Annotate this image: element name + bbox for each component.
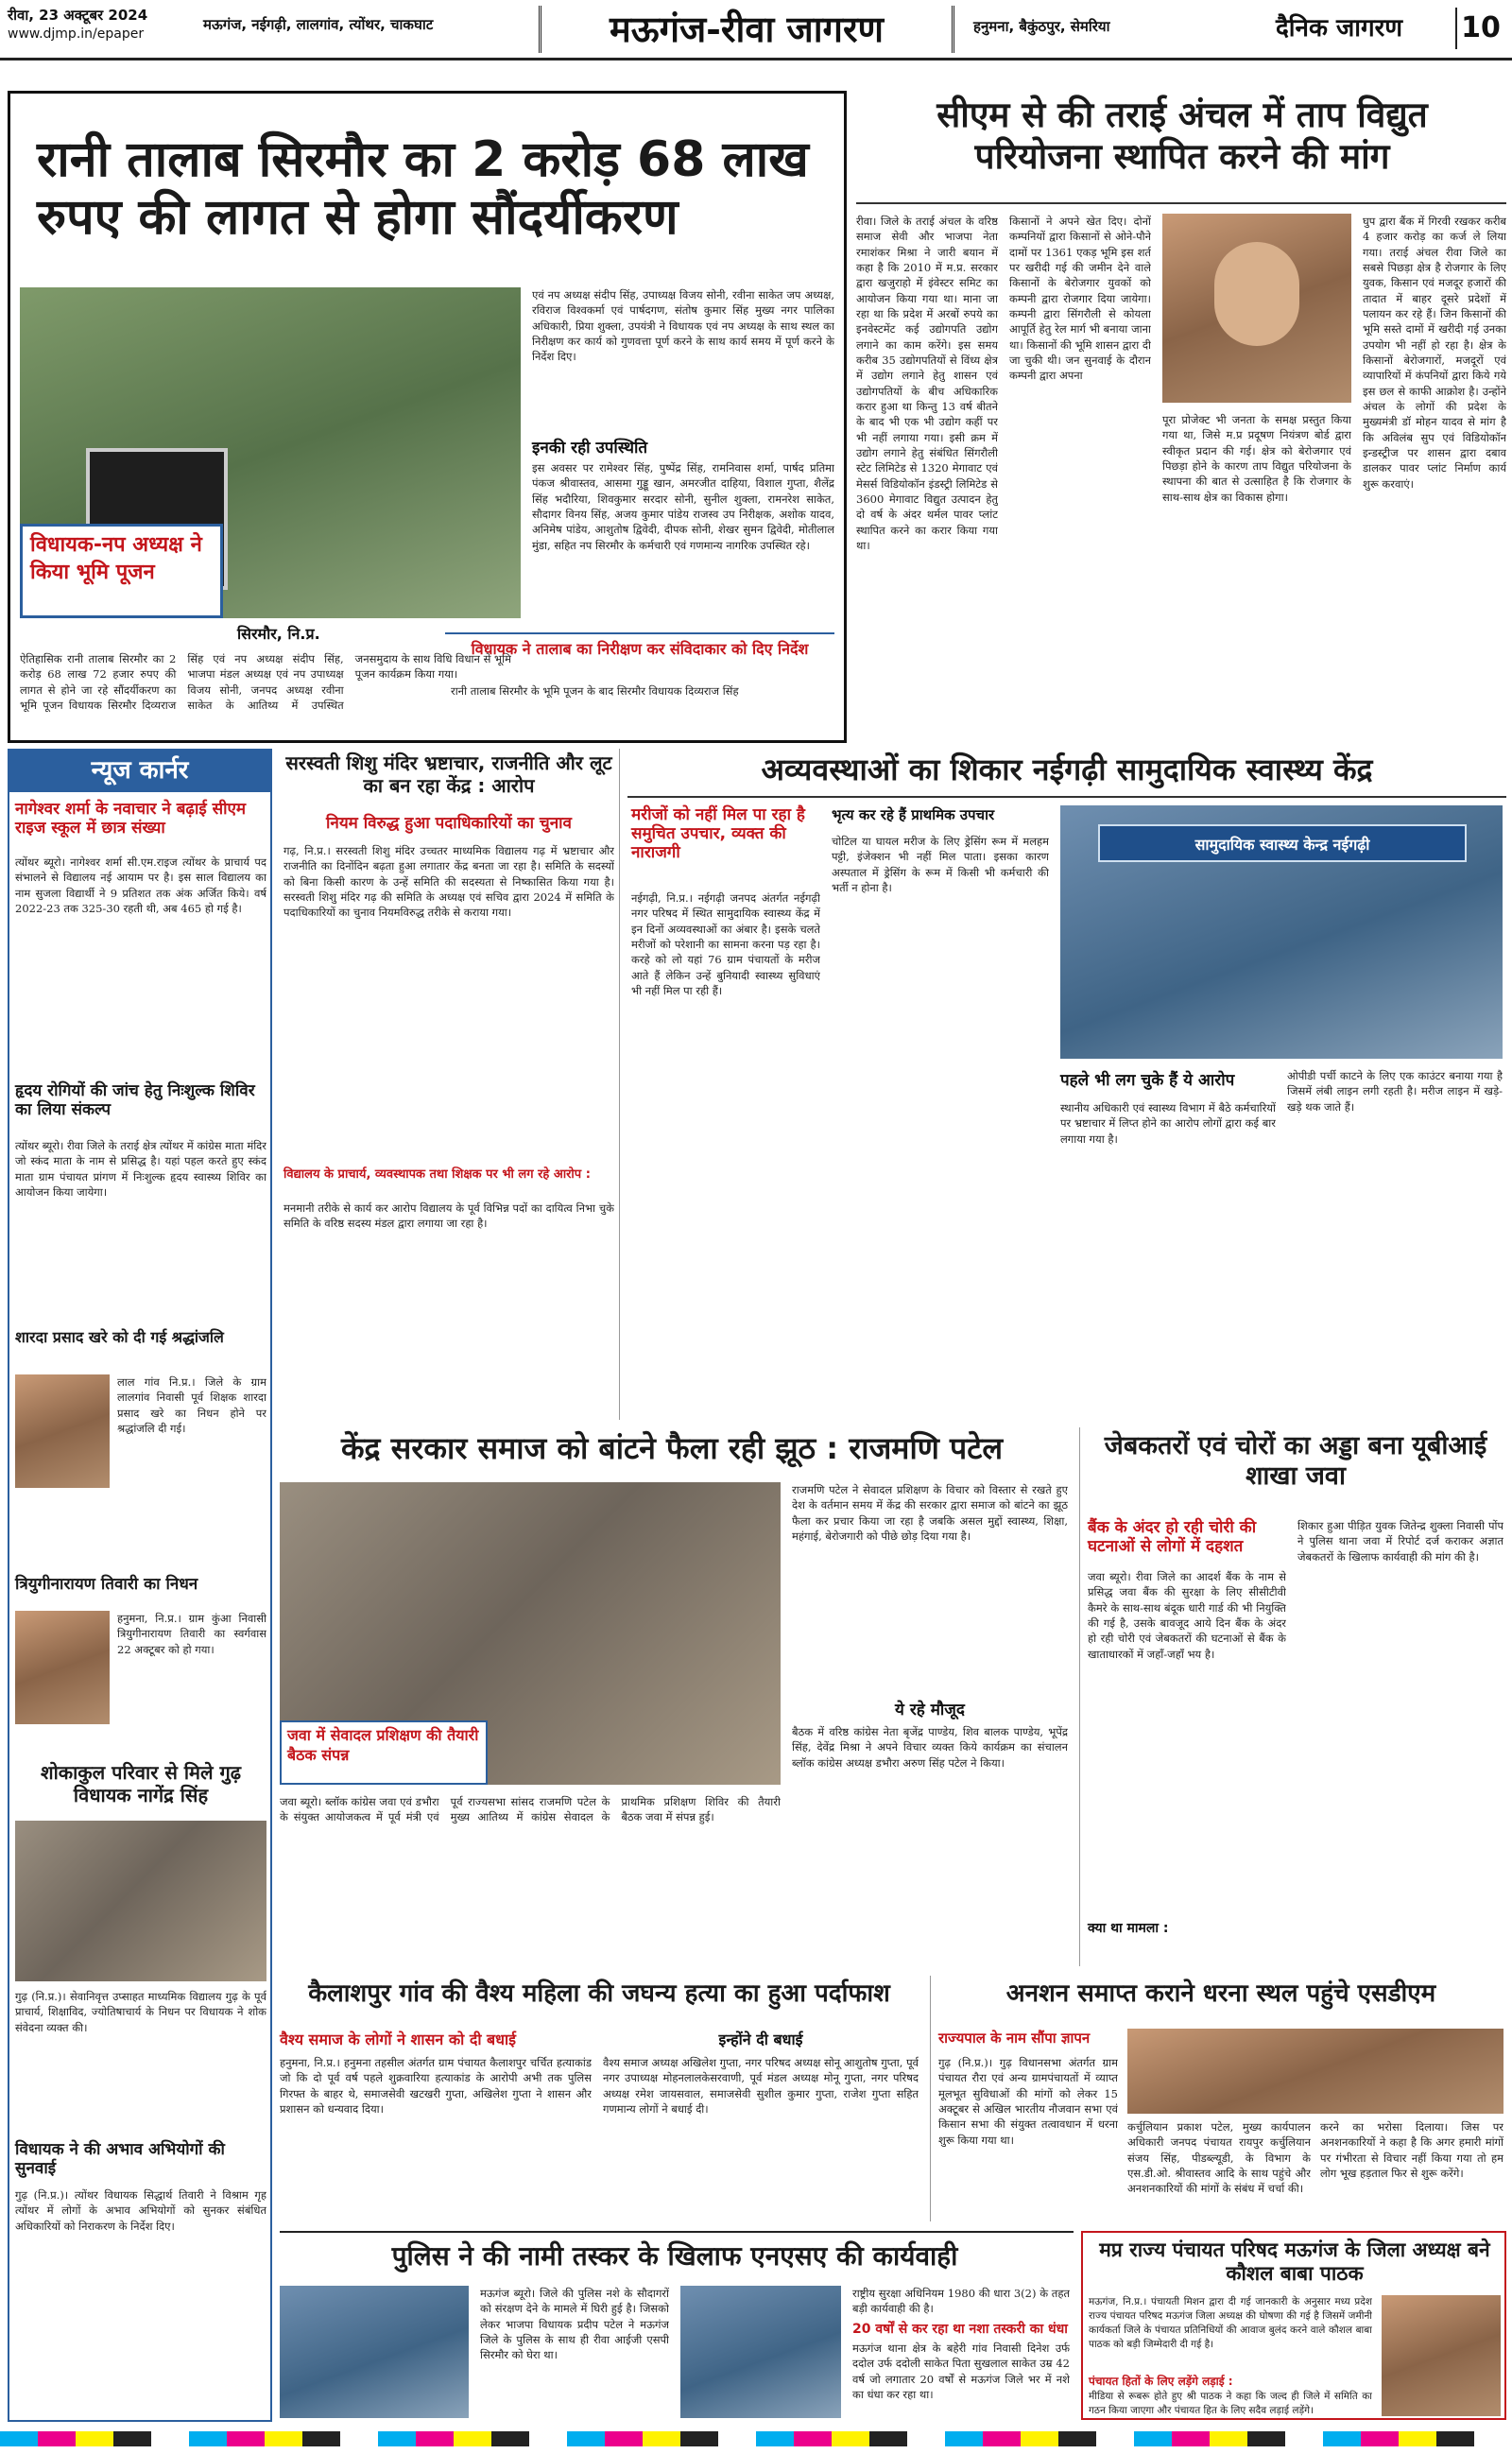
- thermal-col1: रीवा। जिले के तराई अंचल के वरिष्ठ समाज सेवी और भाजपा नेता रमाशंकर मिश्रा ने जारी बयान में कहा है कि 2010 में म.प्र. सरकार द्वारा खजुराहो में इंवेस्टर समिट का आयोजन किया गया था। माना जा रहा था कि प्रदेश में अरबों रुपये का इनवेस्टमेंट कई उद्योगपति उद्योग लगाने का काम करेंगे। इस समय करीब 35 उद्योगपतियों से विंध्य क्षेत्र में उद्योग लगाने हेतु शासन एवं उद्योगपतियों के बीच अधिकारिक करार हुआ था किन्तु 13 वर्ष बीतने के बाद भी एक भी उद्योग कहीं पर भी नहीं लगाया गया। इसी क्रम में उद्योग लगाने हेतु संबंधित सिंगरौली स्टेट लिमिटेड से 1320 मेगावाट एवं मेसर्स विडियोकॉन इंडस्ट्री लिमिटेड से 3600 मेगावाट विद्युत उत्पादन हेतु दो वर्ष के अंदर थर्मल पावर प्लांट स्थापित करने का करार किया गया था।: [856, 215, 998, 552]
- rajmani-text-2: राजमणि पटेल ने सेवादल प्रशिक्षण के विचार को विस्तार से रखते हुए देश के वर्तमान समय में केंद्र की सरकार द्वारा समाज को बांटने का झूठ फैला कर प्रचार किया जा रहा है जबकि असल मुद्दों स्वास्थ्य, शिक्षा, महंगाई, बेरोजगारी को पीछे छोड़ दिया गया है।: [792, 1483, 1068, 1543]
- chc-text-1: नईगढ़ी, नि.प्र.। नईगढ़ी जनपद अंतर्गत नईगढ़ी नगर परिषद में स्थित सामुदायिक स्वास्थ्य केंद्र में इन दिनों अव्यवस्थाओं का अंबार है। इसके चलते मरीजों को परेशानी का सामना करना पड़ रहा है। करहे को लो यहां 76 ग्राम पंचायतों के मरीज आते हैं लेकिन उन्हें बुनियादी स्वास्थ्य सुविधाएं भी नहीं मिल पा रही हैं।: [631, 891, 820, 997]
- nc-item-5-text: गुढ़ (नि.प्र.)। सेवानिवृत्त उप्साहत माध्यमिक विद्यालय गुढ़ के पूर्व प्राचार्य, शिक्षाविद, ज्योतिषाचार्य के निधन पर विधायक ने शोक संवेदना व्यक्त की।: [15, 1990, 266, 2034]
- nc-item-3-head: शारदा प्रसाद खरे को दी गई श्रद्धांजलि: [15, 1328, 224, 1346]
- news-corner-title: न्यूज कार्नर: [91, 756, 189, 785]
- rajmani-story: [280, 1427, 1072, 1966]
- chc-signboard: [1098, 824, 1467, 862]
- fast-headline: अनशन समाप्त कराने धरना स्थल पहुंचे एसडीएम: [1005, 1979, 1436, 2008]
- chc-building-photo: [1060, 805, 1503, 1059]
- police-officers-photo: [680, 2286, 841, 2418]
- fast-text-2: कर्चुलियान प्रकाश पटेल, मुख्य कार्यपालन अधिकारी जनपद पंचायत रायपुर कर्चुलियान संजय सिंह, पीडब्ल्यूडी, के विभाग के एस.डी.ओ. श्रीवास्तव आदि के साथ पहुंचे और अनशनकारियों की मांगों के संबंध में चर्चा की।: [1127, 2120, 1311, 2196]
- chc-story: [627, 749, 1506, 1420]
- nc-item-3-text: लाल गांव नि.प्र.। जिले के ग्राम लालगांव निवासी पूर्व शिक्षक शारदा प्रसाद खरे का निधन होने पर श्रद्धांजलि दी गई।: [117, 1375, 266, 1435]
- lead-box-text: रानी तालाब सिरमौर के भूमि पूजन के बाद सिरमौर विधायक दिव्यराज सिंह: [451, 684, 739, 698]
- nc-photo-group: [15, 1821, 266, 1981]
- website[interactable]: www.djmp.in/epaper: [8, 26, 145, 42]
- thermal-headline: सीएम से की तराई अंचल में ताप विद्युत परियोजना स्थापित करने की मांग: [936, 95, 1428, 177]
- kaushal-subhead: पंचायत हितों के लिए लड़ेंगे लड़ाई :: [1089, 2375, 1233, 2388]
- murder-text-2: वैश्य समाज अध्यक्ष अखिलेश गुप्ता, नगर परिषद अध्यक्ष सोनू आशुतोष गुप्ता, पूर्व नगर उपाध्यक्ष मोहनलालकेसरवाणी, पूर्व मंडल अध्यक्ष मोनू गुप्ता, नगर परिषद अध्यक्ष रमेश जायसवाल, समाजसेवी सुशील कुमार गुप्ता, राजेश गुप्ता सहित गणमान्य लोगों ने बधाई दी।: [603, 2056, 919, 2116]
- rajmani-caption-box: [280, 1720, 488, 1785]
- kaushal-text-2: मीडिया से रूबरू होते हुए श्री पाठक ने कहा कि जल्द ही जिले में समिति का गठन किया जाएगा और पंचायत हित के लिए सदैव लड़ाई लड़ेंगे।: [1089, 2391, 1372, 2416]
- page-number: 10: [1455, 8, 1504, 49]
- nc-item-1-text: त्योंथर ब्यूरो। नागेश्वर शर्मा सी.एम.राइज त्योंथर के प्राचार्य पद संभालने से विद्यालय नई आयाम पर है। इस साल विद्यालय का नाम सुजला विद्यार्थी ने 9 प्रतिशत तक अंक अर्जित किये। वर्ष 2022-23 तक 325-30 रहती थी, अब 465 हो गई है।: [15, 855, 266, 915]
- school-subhead: नियम विरुद्ध हुआ पदाधिकारियों का चुनाव: [325, 814, 573, 833]
- school-headline: सरस्वती शिशु मंदिर भ्रष्टाचार, राजनीति और लूट का बन रहा केंद्र : आरोप: [285, 752, 612, 797]
- nc-item-4-head: त्रियुगीनारायण तिवारी का निधन: [15, 1575, 198, 1594]
- police-headline: पुलिस ने की नामी तस्कर के खिलाफ एनएसए की कार्यवाही: [391, 2240, 958, 2272]
- nc-portrait-2: [15, 1611, 110, 1724]
- school-text: गढ़, नि.प्र.। सरस्वती शिशु मंदिर उच्चतर माध्यमिक विद्यालय गढ़ में भ्रष्टाचार और राजनीति का दिनोंदिन बढ़ता हुआ लगातार केंद्र बनता जा रहा है। समिति के सदस्यों को बिना किसी कारण के उन्हें समिति की सदस्यता से निष्कासित किया गया है। सरस्वती शिशु मंदिर गढ़ की समिति के अध्यक्ष एवं सचिव द्वारा 2024 में समिति के पदाधिकारियों का चुनाव नियमविरुद्ध तरीके से कराया गया।: [284, 844, 614, 920]
- chc-sign-text: सामुदायिक स्वास्थ्य केन्द्र नईगढ़ी: [1194, 836, 1370, 854]
- murder-side-head: वैश्य समाज के लोगों ने शासन को दी बधाई: [280, 2031, 517, 2048]
- bank-story: [1079, 1427, 1506, 1966]
- nc-item-4-text: हनुमना, नि.प्र.। ग्राम कुंआ निवासी त्रियुगीनारायण तिवारी का स्वर्गवास 22 अक्टूबर को हो गया।: [117, 1612, 266, 1656]
- rajmani-text-1: जवा ब्यूरो। ब्लॉक कांग्रेस जवा एवं डभौरा के संयुक्त आयोजकत्व में पूर्व मंत्री एवं पूर्व राज्यसभा सांसद राजमणि पटेल के मुख्य आतिथ्य में कांग्रेस सेवादल के प्राथमिक प्रशिक्षण शिविर की तैयारी बैठक जवा में संपन्न हुई।: [280, 1795, 781, 1824]
- nc-item-2-text: त्योंथर ब्यूरो। रीवा जिले के तराई क्षेत्र त्योंथर में कांग्रेस माता मंदिर जो स्कंद माता के नाम से प्रसिद्ध है। यहां पहल करते हुए स्कंद माता ग्राम पंचायत प्रांगण में निःशुल्क हृदय स्वास्थ्य शिविर का आयोजन किया जायेगा।: [15, 1139, 266, 1199]
- rajmani-headline: केंद्र सरकार समाज को बांटने फैला रही झूठ : राजमणि पटेल: [340, 1430, 1004, 1466]
- lead-intro: ऐतिहासिक रानी तालाब सिरमौर का 2 करोड़ 68 लाख 72 हजार रुपए की लागत से होने जा रहे सौंदर्यीकरण का भूमि पूजन विधायक सिरमौर दिव्यराज सिंह एवं नप अध्यक्ष संदीप सिंह, भाजपा मंडल अध्यक्ष एवं नप उपाध्यक्ष विजय सोनी, जनपद अध्यक्ष रवीना साकेत के आतिथ्य में उपस्थित जनसमुदाय के साथ विधि विधान से भूमि पूजन कार्यक्रम किया गया।: [20, 652, 511, 712]
- portrait-face: [1214, 242, 1299, 346]
- lead-story: [8, 91, 847, 743]
- school-subhead-2: विद्यालय के प्राचार्य, व्यवस्थापक तथा शिक्षक पर भी लग रहे आरोप :: [284, 1167, 591, 1182]
- lead-col2: एवं नप अध्यक्ष संदीप सिंह, उपाध्यक्ष विजय सोनी, रवीना साकेत जप अध्यक्ष, रविराज विश्वकर्मा एवं पार्षदगण, संतोष कुमार सिंह मुख्य नगर पालिका अधिकारी, प्रिया शुक्ला, उपयंत्री ने विधायक एवं नप अध्यक्ष के साथ स्थल का निरीक्षण कर कार्य को गुणवत्ता पूर्ण करने के साथ कार्य समय में पूर्ण करने के निर्देश दिए।: [532, 288, 834, 364]
- thermal-col4: घुप द्वारा बैंक में गिरवी रखकर करीब 4 हजार करोड़ का कर्ज ले लिया गया। तराई अंचल रीवा जिले का सबसे पिछड़ा क्षेत्र है रोजगार के लिए युवक, किसान एवं मजदूर हजारों की तादात में बाहर दूसरे प्रदेशों में पलायन कर रहे हैं। जिन किसानों की भूमि सस्ते दामों में खरीदी गई उनका उपयोग भी नहीं हो रहा है। क्षेत्र के किसानों बेरोजगारों, मजदूरों एवं व्यापारियों में कंपनियों द्वारा किये गये इस छल से काफी आक्रोश है। उन्होंने अंचल के लोगों की प्रदेश के मुख्यमंत्री डॉ मोहन यादव से मांग है कि अविलंब सुप एवं विडियोकॉन इन्डस्ट्रीज पर शासन द्वारा दबाव डालकर पावर प्लांट निर्माण कार्य शुरू करवाएं।: [1363, 215, 1506, 491]
- nc-portrait-1: [15, 1374, 110, 1488]
- school-text-2: मनमानी तरीके से कार्य कर आरोप विद्यालय के पूर्व विभिन्न पदों का दायित्व निभा चुके समिति के वरिष्ठ सदस्य मंडल द्वारा लगाया जा रहा है।: [284, 1201, 614, 1231]
- news-corner: [8, 749, 272, 2422]
- police-text-1: मऊगंज ब्यूरो। जिले की पुलिस नशे के सौदागरों को संरक्षण देने के मामले में घिरी हुई है। जिसको लेकर भाजपा विधायक प्रदीप पटेल ने मऊगंज जिले के पुलिस के साथ ही रीवा आईजी एसपी सिरमौर को घेरा था।: [480, 2287, 669, 2362]
- lead-col2b: इस अवसर पर रामेश्वर सिंह, पुष्पेंद्र सिंह, रामनिवास शर्मा, पार्षद प्रतिमा पंकज श्रीवास्तव, आसमा गुड्डू खान, अमरजीत दाहिया, विशाल गुप्ता, शैलेंद्र सिंह भदौरिया, शिवकुमार सरदार सोनी, सुनील शुक्ला, रामनरेश साकेत, सौदागर विनय सिंह, अजय कुमार पांडेय राजस्व उप निरीक्षक, अशोक यादव, अनिमेष पांडेय, आशुतोष द्विवेदी, दीपक सोनी, शेखर सुमन द्विवेदी, मोतीलाल मुंडा, सहित नप सिरमौर के कर्मचारी एवं गणमान्य नागरिक उपस्थित रहे।: [532, 461, 834, 552]
- lead-box-head: विधायक ने तालाब का निरीक्षण कर संविदाकार को दिए निर्देश: [471, 640, 809, 658]
- rajmani-subhead: ये रहे मौजूद: [895, 1701, 965, 1720]
- murder-subhead-2: इन्होंने दी बधाई: [718, 2031, 803, 2048]
- left-places: मऊगंज, नईगढ़ी, लालगांव, त्योंथर, चाकघाट: [203, 16, 434, 33]
- chc-text-3: स्थानीय अधिकारी एवं स्वास्थ्य विभाग में बैठे कर्मचारियों पर भ्रष्टाचार में लिप्त होने का आरोप लोगों द्वारा कई बार लगाया गया है।: [1060, 1101, 1276, 1146]
- nc-item-5-head: शोकाकुल परिवार से मिले गुढ़ विधायक नागेंद्र सिंह: [40, 1761, 242, 1806]
- lead-photo-caption: विधायक-नप अध्यक्ष ने किया भूमि पूजन: [30, 533, 202, 584]
- chc-text-4: ओपीडी पर्ची काटने के लिए एक काउंटर बनाया गया है जिसमें लंबी लाइन लगी रहती है। मरीज लाइन में खड़े-खड़े थक जाते हैं।: [1287, 1069, 1503, 1114]
- page-header: [0, 0, 1512, 60]
- bank-subhead: क्या था मामला :: [1088, 1921, 1169, 1936]
- lead-box: [445, 632, 834, 738]
- chc-side-head: मरीजों को नहीं मिल पा रहा है समुचित उपचार, व्यक्त की नाराजगी: [631, 805, 805, 863]
- news-corner-title-bar: [9, 751, 270, 792]
- police-subhead: 20 वर्षों से कर रहा था नशा तस्करी का धंधा: [852, 2322, 1068, 2337]
- chc-text-2: चोटिल या घायल मरीज के लिए ड्रेसिंग रूम में मलहम पट्टी, इंजेक्शन भी नहीं मिल पाता। इसका कारण अस्पताल में ड्रेसिंग के रूम में किसी भी कर्मचारी की भर्ती न होना है।: [832, 835, 1049, 894]
- kaushal-story: [1081, 2231, 1506, 2420]
- murder-story: [280, 1976, 922, 2221]
- bank-headline: जेबकतरों एवं चोरों का अड्डा बना यूबीआई शाखा जवा: [1104, 1431, 1487, 1491]
- rajmani-text-3: बैठक में वरिष्ठ कांग्रेस नेता बृजेंद्र पाण्डेय, शिव बालक पाण्डेय, भूपेंद्र सिंह, देवेंद्र मिश्रा ने अपने विचार व्यक्त किये कार्यक्रम का संचालन ब्लॉक कांग्रेस अध्यक्ष डभौरा अरुण सिंह पटेल ने किया।: [792, 1725, 1068, 1770]
- chc-subhead-3: पहले भी लग चुके हैं ये आरोप: [1060, 1071, 1235, 1090]
- thermal-portrait: [1162, 214, 1351, 403]
- bank-side-head: बैंक के अंदर हो रही चोरी की घटनाओं से लोगों में दहशत: [1088, 1518, 1257, 1557]
- police-photo: [280, 2286, 469, 2418]
- murder-headline: कैलाशपुर गांव की वैश्य महिला की जघन्य हत्या का हुआ पर्दाफाश: [308, 1979, 890, 2008]
- murder-text-1: हनुमना, नि.प्र.। हनुमना तहसील अंतर्गत ग्राम पंचायत कैलाशपुर चर्चित हत्याकांड जो कि दो पूर्व वर्ष पहले शुक्रवारिया हत्याकांड के आरोपी अभी तक पुलिस गिरफ्त के बाहर थे, समाजसेवी खटखरी गुप्ता, अखिलेश गुप्ता ने शासन और प्रशासन को धन्यवाद दिया।: [280, 2056, 592, 2116]
- paper-name: दैनिक जागरण: [1276, 14, 1403, 43]
- lead-caption-box: [20, 524, 223, 618]
- date-line: रीवा, 23 अक्टूबर 2024: [8, 7, 148, 24]
- thermal-story: [856, 91, 1506, 743]
- bank-text-2: शिकार हुआ पीड़ित युवक जितेन्द्र शुक्ला निवासी पोंप ने पुलिस थाना जवा में रिपोर्ट दर्ज कराकर अज्ञात जेबकतरों के खिलाफ कार्यवाही की मांग की है।: [1297, 1519, 1503, 1564]
- masthead: मऊगंज-रीवा जागरण: [539, 6, 954, 53]
- fast-story: [930, 1976, 1506, 2221]
- right-places: हनुमना, बैकुंठपुर, सेमरिया: [973, 18, 1110, 35]
- kaushal-headline: मप्र राज्य पंचायत परिषद मऊगंज के जिला अध्यक्ष बने कौशल बाबा पाठक: [1099, 2238, 1490, 2285]
- fast-photo: [1127, 2029, 1503, 2114]
- thermal-col2: किसानों ने अपने खेत दिए। दोनों कम्पनियों द्वारा किसानों से ओने-पौने दामों पर 1361 एकड़ भूमि इस शर्त पर खरीदी गई की जमीन देने वाले किसानों के बेरोजगार युवकों को कम्पनी द्वारा रोजगार दिया जायेगा। कम्पनी द्वारा सिंगरौली से कोयला आपूर्ति हेतु रेल मार्ग भी बनाया जाना था। किसानों की भूमि शासन द्वारा दी जा चुकी थी। जन सुनवाई के दौरान कम्पनी द्वारा अपना: [1009, 215, 1151, 383]
- nc-item-2-head: हृदय रोगियों की जांच हेतु निःशुल्क शिविर का लिया संकल्प: [15, 1081, 255, 1120]
- chc-subhead-2: भृत्य कर रहे हैं प्राथमिक उपचार: [832, 806, 995, 823]
- kaushal-portrait: [1382, 2295, 1501, 2416]
- nc-item-6-text: गुढ़ (नि.प्र.)। त्योंथर विधायक सिद्धार्थ तिवारी ने विश्राम गृह त्योंथर में लोगों के अभाव अभियोगों को सुनकर संबंधित अधिकारियों को निराकरण के निर्देश दिए।: [15, 2188, 266, 2233]
- police-text-3: मऊगंज थाना क्षेत्र के बहेरी गांव निवासी दिनेश उर्फ ददोल उर्फ ददोली साकेत पिता सुखलाल साकेत उम्र 42 वर्ष जो लगातार 20 वर्षों से मऊगंज जिले भर में नशे का धंधा कर रहा था।: [852, 2342, 1070, 2401]
- lead-subhead: इनकी रही उपस्थिति: [532, 439, 648, 458]
- kaushal-text: मऊगंज, नि.प्र.। पंचायती मिशन द्वारा दी गई जानकारी के अनुसार मध्य प्रदेश राज्य पंचायत परिषद मऊगंज जिला अध्यक्ष की घोषणा की गई है जिसमें जमीनी कार्यकर्ता जिले के पंचायत प्रतिनिधियों की आवाज बुलंद करने वाले कौशल बाबा पाठक को बड़ी जिम्मेदारी दी गई है।: [1089, 2296, 1372, 2350]
- lead-dateline: सिरमौर, नि.प्र.: [237, 625, 320, 643]
- fast-text-3: करने का भरोसा दिलाया। जिस पर अनशनकारियों ने कहा है कि अगर हमारी मांगों पर गंभीरता से विचार नहीं किया गया तो हम लोग भूख हड़ताल फिर से शुरू करेंगे।: [1320, 2120, 1503, 2180]
- nc-item-6-head: विधायक ने की अभाव अभियोगों की सुनवाई: [15, 2140, 225, 2179]
- lead-headline: रानी तालाब सिरमौर का 2 करोड़ 68 लाख रुपए की लागत से होगा सौंदर्यीकरण: [37, 131, 809, 247]
- thermal-col3: पूरा प्रोजेक्ट भी जनता के समक्ष प्रस्तुत किया गया था, जिसे म.प्र प्रदूषण नियंत्रण बोर्ड द्वारा स्वीकृत प्रदान की गई। क्षेत्र को बेरोजगार एवं पिछड़ा होने के कारण ताप विद्युत परियोजना के स्थापना की बात से उत्साहित है कि रोजगार के साथ-साथ क्षेत्र का विकास होगा।: [1162, 413, 1351, 504]
- school-story: [280, 749, 620, 1420]
- print-color-strip: [0, 2431, 1512, 2446]
- police-story: [280, 2231, 1074, 2420]
- nc-item-1-head: नागेश्वर शर्मा के नवाचार ने बढ़ाई सीएम राइज स्कूल में छात्र संख्या: [15, 800, 247, 838]
- bank-text-1: जवा ब्यूरो। रीवा जिले का आदर्श बैंक के नाम से प्रसिद्ध जवा बैंक की सुरक्षा के लिए सीसीटीवी कैमरे के साथ-साथ बंदूक धारी गार्ड की भी नियुक्ति की गई है, उसके बावजूद आये दिन बैंक के अंदर हो रही चोरी एवं जेबकतरों की घटनाओं से बैंक के खाताधारकों में जहाँ-जहाँ भय है।: [1088, 1570, 1286, 1661]
- police-text-2: राष्ट्रीय सुरक्षा अधिनियम 1980 की धारा 3(2) के तहत बड़ी कार्यवाही की है।: [852, 2287, 1070, 2316]
- fast-text-1: गुढ़ (नि.प्र.)। गुढ़ विधानसभा अंतर्गत ग्राम पंचायत रौरा एवं अन्य ग्रामपंचायतों में व्याप्त मूलभूत सुविधाओं की मांगों को लेकर 15 अक्टूबर से अखिल भारतीय नौजवान सभा एवं किसान सभा की संयुक्त तत्वावधान में धरना शुरू किया गया था।: [938, 2056, 1118, 2147]
- rajmani-photo-caption: जवा में सेवादल प्रशिक्षण की तैयारी बैठक संपन्न: [287, 1726, 479, 1764]
- fast-side-head: राज्यपाल के नाम सौंपा ज्ञापन: [938, 2030, 1091, 2047]
- chc-headline: अव्यवस्थाओं का शिकार नईगढ़ी सामुदायिक स्वास्थ्य केंद्र: [761, 752, 1373, 787]
